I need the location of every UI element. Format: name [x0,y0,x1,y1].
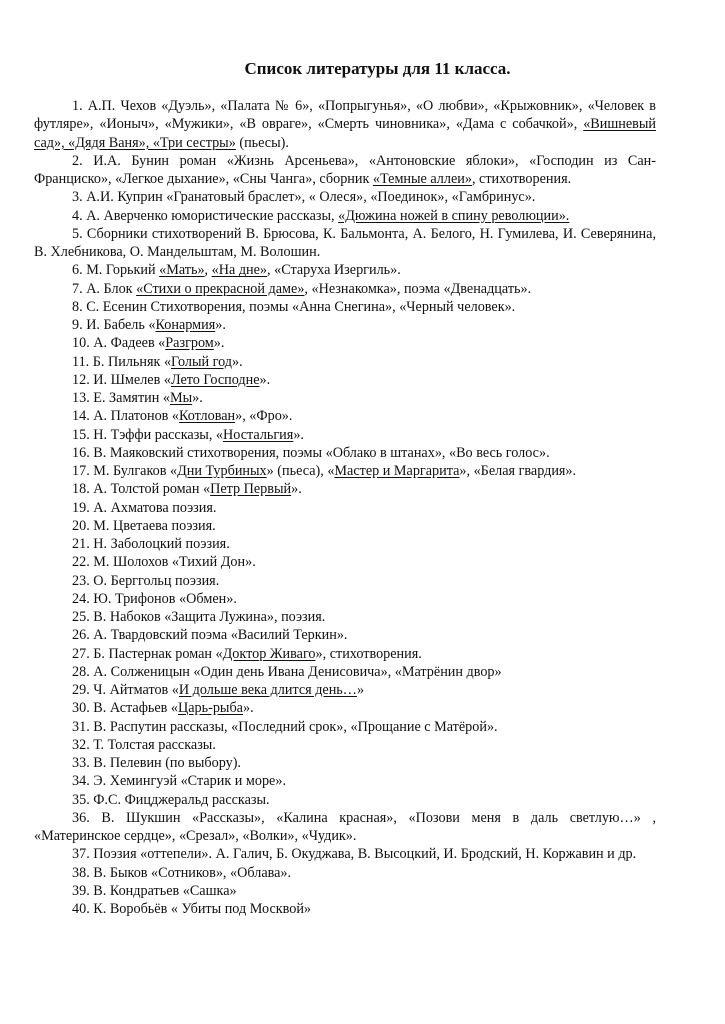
list-item [34,590,656,608]
list-item-text: », «Белая гвардия». [459,463,577,479]
underlined-title: «Стихи о прекрасной даме» [136,280,305,297]
list-item [34,736,656,754]
list-item-text: 22. М. Шолохов «Тихий Дон». [72,554,256,571]
list-item-text: 17. М. Булгаков « [72,463,178,479]
underlined-title: «Мать» [159,262,205,279]
list-item-text: 11. Б. Пильняк « [72,353,172,370]
list-item [34,517,656,535]
list-item-text: 9. И. Бабель « [72,317,156,333]
page-title: Список литературы для 11 класса. [244,59,511,78]
list-item [34,207,656,225]
list-item-text: 1. А.П. Чехов «Дуэль», «Палата № 6», «Попрыгунья», «О любви», «Крыжовник», «Человек в футляре», «Ионыч», «Мужики», «В овраге», «Смерть чиновника», «Дама с собачкой», [34,98,656,133]
list-item-text: 20. М. Цветаева поэзия. [72,517,216,534]
list-item [34,608,656,626]
list-item-text: » [356,682,365,698]
list-item [34,772,656,790]
list-item [34,353,656,371]
list-item [34,572,656,590]
list-item-text: 18. А. Толстой роман « [72,481,211,498]
list-item-text: 14. А. Платонов « [72,408,180,425]
list-item-text: 15. Н. Тэффи рассказы, « [72,426,224,443]
list-item-text: 8. С. Есенин Стихотворения, поэмы «Анна Снегина», «Черный человек». [72,298,516,315]
underlined-title: Ностальгия [223,426,294,443]
list-item [34,334,656,352]
list-item [34,645,656,663]
list-item-text: ». [259,371,271,388]
list-item [34,845,656,863]
list-item [34,280,656,298]
list-item-text: , «Незнакомка», поэма «Двенадцать». [304,280,532,297]
list-item-text: 13. Е. Замятин « [72,390,170,406]
list-item-text: , [204,262,212,279]
list-item-text: 23. О. Берггольц поэзия. [72,572,220,589]
list-item [34,499,656,517]
underlined-title: Царь-рыба [178,700,243,717]
list-item [34,626,656,644]
list-item-text: », стихотворения. [315,645,422,662]
list-item-text: 3. А.И. Куприн «Гранатовый браслет», « Олеся», «Поединок», «Гамбринус». [72,189,536,206]
list-item-text: ». [242,700,254,717]
list-item [34,480,656,498]
underlined-title: Разгром [165,335,214,352]
list-item-text: 26. А. Твардовский поэма «Василий Теркин». [72,627,348,644]
list-item-text: 40. К. Воробьёв « Убиты под Москвой» [72,901,312,917]
underlined-title: Конармия [155,317,216,333]
list-item-text: 4. А. Аверченко юмористические рассказы, [72,207,339,224]
list-item-text: 34. Э. Хемингуэй «Старик и море». [72,773,286,790]
list-item-text: 35. Ф.С. Фицджеральд рассказы. [72,791,270,808]
list-item [34,535,656,553]
underlined-title: Мы [169,390,193,406]
underlined-title: «Дюжина ножей в спину революции». [338,207,570,224]
list-item [34,754,656,772]
list-item-text: », «Фро». [235,408,293,425]
list-item-text: ». [232,353,243,370]
list-item-text: 33. В. Пелевин (по выбору). [72,755,241,771]
underlined-title: И дольше века длится день… [178,682,357,698]
list-item-text: 2. И.А. Бунин роман «Жизнь Арсеньева», «Антоновские яблоки», «Господин из Сан-Франциско», «Легкое дыхание», «Сны Чанга», сборник [34,152,656,187]
list-item-text: 32. Т. Толстая рассказы. [72,736,216,753]
list-item-text: 7. А. Блок [72,280,137,297]
list-item-text: 16. В. Маяковский стихотворения, поэмы «Облако в штанах», «Во весь голос». [72,444,550,461]
list-item-text: , «Старуха Изергиль». [267,262,401,279]
list-item [34,791,656,809]
list-item-text: , стихотворения. [471,171,572,187]
list-item [34,407,656,425]
underlined-title: Доктор Живаго [222,645,316,662]
underlined-title: Мастер и Маргарита [334,463,460,479]
underlined-title: Петр Первый [210,481,292,498]
list-item-text: 37. Поэзия «оттепели». А. Галич, Б. Окуджава, В. Высоцкий, И. Бродский, Н. Коржавин и др. [72,846,637,863]
list-item-text: 5. Сборники стихотворений В. Брюсова, К. Бальмонта, А. Белого, Н. Гумилева, И. Северянина, В. Хлебникова, О. Мандельштам, М. Волошин. [34,225,656,260]
list-item [34,152,656,189]
list-item-text: ». [192,390,203,406]
list-item-text: 39. В. Кондратьев «Сашка» [72,882,237,899]
list-item [34,663,656,681]
list-item-text: 19. А. Ахматова поэзия. [72,499,217,516]
underlined-title: «Темные аллеи» [372,171,472,187]
list-item [34,225,656,262]
list-item-text: 38. В. Быков «Сотников», «Облава». [72,864,292,881]
list-item [34,864,656,882]
list-item [34,444,656,462]
list-item-text: (пьесы). [235,134,289,151]
list-item [34,97,656,152]
list-item-text: 31. В. Распутин рассказы, «Последний срок», «Прощание с Матёрой». [72,718,498,735]
list-item [34,718,656,736]
list-item-text: 21. Н. Заболоцкий поэзия. [72,536,230,552]
list-item-text: 29. Ч. Айтматов « [72,682,179,698]
list-item-text: ». [291,481,302,498]
list-item-text: 36. В. Шукшин «Рассказы», «Калина красная», «Позови меня в даль светлую…» , «Материнское сердце», «Срезал», «Волки», «Чудик». [34,809,656,844]
list-item [34,900,656,918]
list-item-text: 10. А. Фадеев « [72,335,166,352]
list-item-text: » (пьеса), « [266,463,335,479]
underlined-title: «На дне» [211,262,268,279]
list-item [34,298,656,316]
list-item [34,316,656,334]
list-item-text: ». [293,426,304,443]
list-item [34,261,656,279]
underlined-title: Голый год [171,353,233,370]
list-item [34,389,656,407]
list-item-text: 30. В. Астафьев « [72,700,178,717]
list-item [34,699,656,717]
underlined-title: «Вишневый сад», «Дядя Ваня», «Три сестры» [34,116,656,151]
list-item [34,462,656,480]
list-item [34,426,656,444]
underlined-title: Лето Господне [170,371,260,388]
list-item-text: ». [213,335,225,352]
list-item-text: ». [215,317,226,333]
list-item [34,882,656,900]
list-item-text: 6. М. Горький [72,262,160,279]
list-item [34,553,656,571]
list-item [34,188,656,206]
list-item-text: 12. И. Шмелев « [72,371,171,388]
list-item-text: 27. Б. Пастернак роман « [72,645,223,662]
literature-list [34,97,656,918]
underlined-title: Котлован [179,408,236,425]
list-item [34,681,656,699]
list-item-text: 24. Ю. Трифонов «Обмен». [72,590,237,607]
list-item [34,371,656,389]
list-item-text: 28. А. Солженицын «Один день Ивана Денисовича», «Матрёнин двор» [72,663,502,680]
list-item-text: 25. В. Набоков «Защита Лужина», поэзия. [72,609,326,625]
list-item [34,809,656,846]
underlined-title: Дни Турбиных [177,463,267,479]
